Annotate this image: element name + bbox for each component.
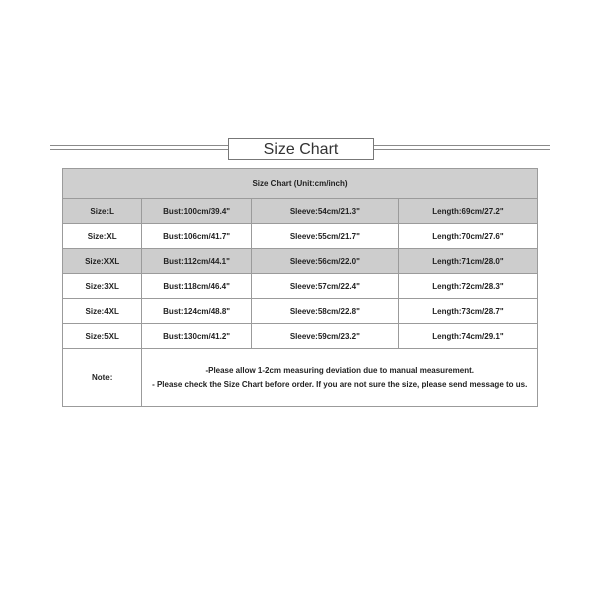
title-rule-right-top — [374, 145, 550, 146]
note-line-2: - Please check the Size Chart before order. If you are not sure the size, please send message to us. — [152, 379, 528, 389]
page-title: Size Chart — [228, 138, 374, 160]
size-chart-table — [62, 168, 538, 407]
table-row — [63, 324, 538, 349]
size-cell: Size:4XL — [63, 299, 142, 324]
bust-cell: Bust:124cm/48.8" — [142, 299, 251, 324]
size-cell: Size:XXL — [63, 249, 142, 274]
table-row — [63, 274, 538, 299]
size-cell: Size:XL — [63, 224, 142, 249]
sleeve-cell: Sleeve:58cm/22.8" — [251, 299, 398, 324]
bust-cell: Bust:106cm/41.7" — [142, 224, 251, 249]
length-cell: Length:71cm/28.0" — [398, 249, 537, 274]
sleeve-cell: Sleeve:56cm/22.0" — [251, 249, 398, 274]
size-cell: Size:5XL — [63, 324, 142, 349]
length-cell: Length:74cm/29.1" — [398, 324, 537, 349]
bust-cell: Bust:118cm/46.4" — [142, 274, 251, 299]
sleeve-cell: Sleeve:55cm/21.7" — [251, 224, 398, 249]
bust-cell: Bust:130cm/41.2" — [142, 324, 251, 349]
table-header-row — [63, 169, 538, 199]
note-row — [63, 349, 538, 407]
table-row — [63, 299, 538, 324]
table-row — [63, 199, 538, 224]
length-cell: Length:72cm/28.3" — [398, 274, 537, 299]
title-rule-left-bottom — [50, 149, 228, 150]
sleeve-cell: Sleeve:57cm/22.4" — [251, 274, 398, 299]
size-cell: Size:L — [63, 199, 142, 224]
title-rule-right-bottom — [374, 149, 550, 150]
sleeve-cell: Sleeve:59cm/23.2" — [251, 324, 398, 349]
note-label: Note: — [63, 349, 142, 407]
note-content — [142, 349, 538, 407]
bust-cell: Bust:100cm/39.4" — [142, 199, 251, 224]
sleeve-cell: Sleeve:54cm/21.3" — [251, 199, 398, 224]
table-header: Size Chart (Unit:cm/inch) — [63, 169, 538, 199]
length-cell: Length:73cm/28.7" — [398, 299, 537, 324]
table-row — [63, 224, 538, 249]
title-rule-left-top — [50, 145, 228, 146]
note-line-1: -Please allow 1-2cm measuring deviation due to manual measurement. — [205, 365, 474, 375]
size-cell: Size:3XL — [63, 274, 142, 299]
table-row — [63, 249, 538, 274]
title-banner — [50, 136, 550, 164]
length-cell: Length:69cm/27.2" — [398, 199, 537, 224]
bust-cell: Bust:112cm/44.1" — [142, 249, 251, 274]
length-cell: Length:70cm/27.6" — [398, 224, 537, 249]
